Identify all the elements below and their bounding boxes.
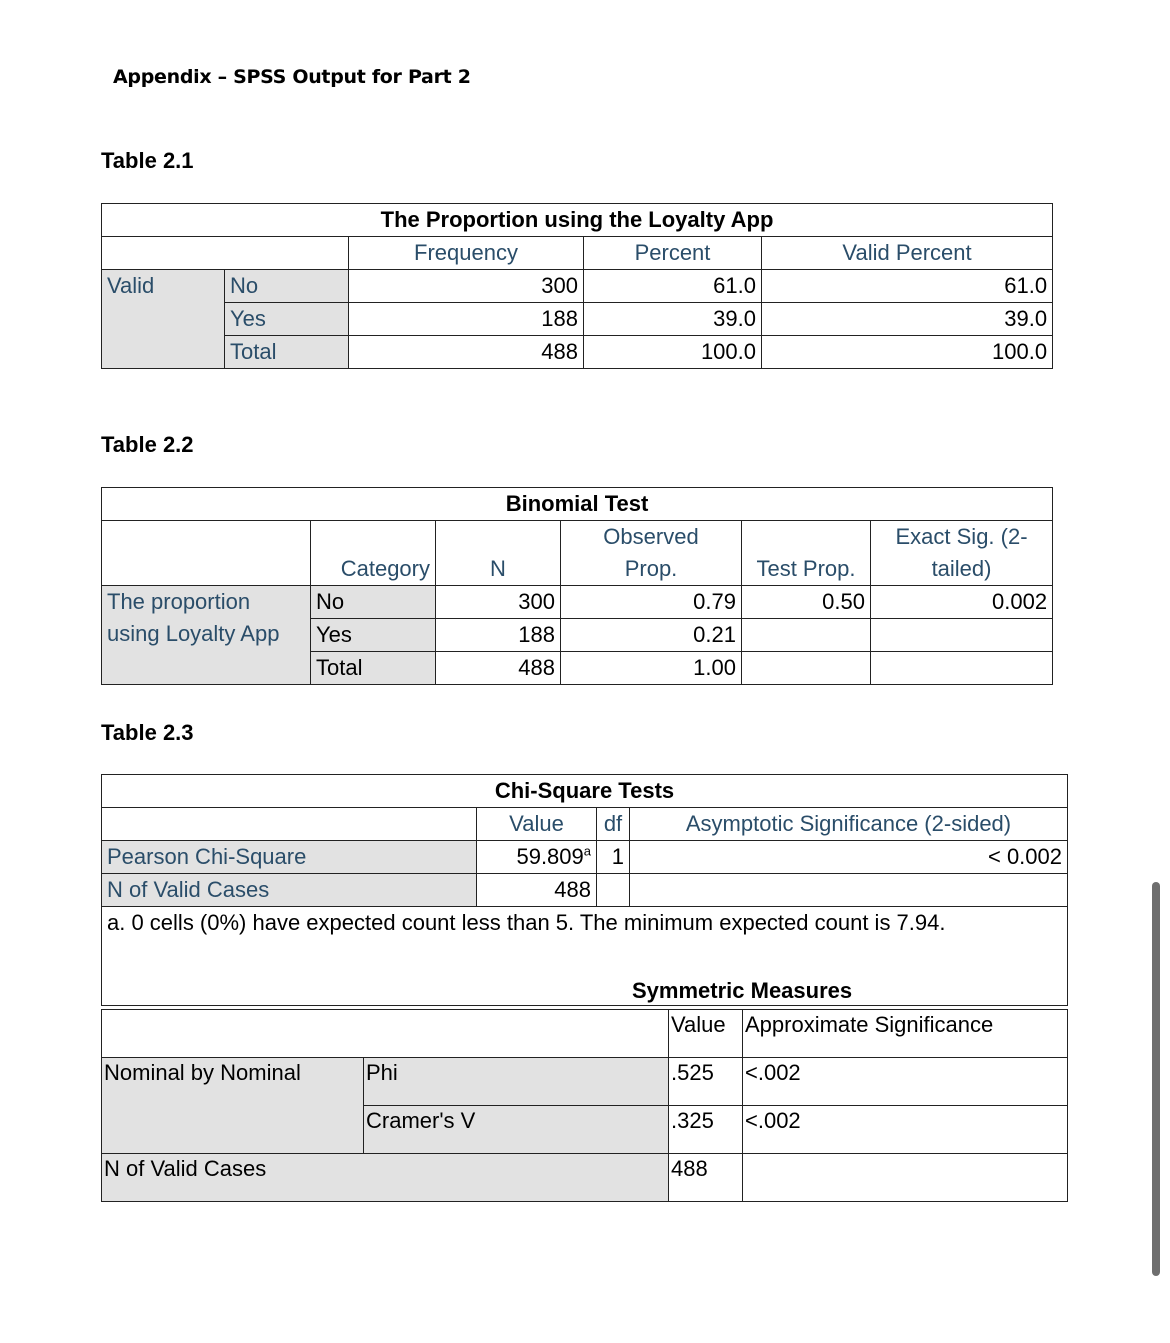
header-blank [102,521,311,586]
table-2-3-label: Table 2.3 [101,720,194,745]
header-blank [102,237,349,270]
footnote-cell [102,907,1068,1006]
cell-approx-sig [743,1154,1068,1202]
cell-value: .325 [669,1106,743,1154]
symmetric-measures-table [101,1009,1068,1202]
cell-valid-percent: 100.0 [762,336,1053,369]
cell-approx-sig: <.002 [743,1058,1068,1106]
cell-exact-sig: 0.002 [871,586,1053,619]
header-value: Value [477,808,597,841]
header-blank [102,1010,669,1058]
cell-percent: 39.0 [584,303,762,336]
header-exact-sig-line2: tailed) [931,556,992,581]
row-label-no: No [225,270,349,303]
cell-value [477,841,597,874]
row-label-n-valid: N of Valid Cases [102,874,477,907]
row-label-yes: Yes [225,303,349,336]
cell-valid-percent: 61.0 [762,270,1053,303]
row-label-total: Total [225,336,349,369]
cell-test-prop [742,652,871,685]
row-label-yes: Yes [311,619,436,652]
header-df: df [597,808,630,841]
footnote-marker: a [583,843,591,859]
cell-value: .525 [669,1058,743,1106]
cell-observed-prop: 1.00 [561,652,742,685]
cell-df [597,874,630,907]
cell-frequency: 188 [349,303,584,336]
loyalty-frequency-table [101,203,1053,369]
header-percent: Percent [584,237,762,270]
row-label-no: No [311,586,436,619]
appendix-title: Appendix – SPSS Output for Part 2 [113,66,471,88]
cell-frequency: 488 [349,336,584,369]
header-exact-sig-line1: Exact Sig. (2- [895,524,1028,549]
cell-test-prop [742,619,871,652]
cell-test-prop: 0.50 [742,586,871,619]
symmetric-measures-caption: Symmetric Measures [632,978,853,1003]
header-frequency: Frequency [349,237,584,270]
chi-square-table [101,774,1068,1006]
cell-percent: 100.0 [584,336,762,369]
binomial-test-table [101,487,1053,685]
cell-n: 188 [436,619,561,652]
header-valid-percent: Valid Percent [762,237,1053,270]
cell-value: 488 [477,874,597,907]
table-2-2-label: Table 2.2 [101,432,194,457]
cell-frequency: 300 [349,270,584,303]
row-label-phi: Phi [364,1058,669,1106]
cell-exact-sig [871,619,1053,652]
header-test-prop: Test Prop. [742,521,871,586]
row-label-pearson: Pearson Chi-Square [102,841,477,874]
cell-asymptotic-sig: < 0.002 [630,841,1068,874]
header-blank [102,808,477,841]
footnote: a. 0 cells (0%) have expected count less than 5. The minimum expected count is 7.94. [107,910,946,935]
row-group-line1: The proportion [107,589,251,614]
cell-asymptotic-sig [630,874,1068,907]
cell-n: 300 [436,586,561,619]
header-observed-line2: Prop. [624,556,678,581]
value-number: 59.809 [516,844,584,869]
header-n: N [436,521,561,586]
cell-approx-sig: <.002 [743,1106,1068,1154]
row-group-valid: Valid [102,270,225,369]
table-caption: Chi-Square Tests [102,775,1068,808]
table-caption: Binomial Test [102,488,1053,521]
table-caption: The Proportion using the Loyalty App [102,204,1053,237]
cell-observed-prop: 0.21 [561,619,742,652]
row-group-line2: using Loyalty App [107,621,280,646]
vertical-scrollbar[interactable] [1152,882,1160,1276]
cell-df: 1 [597,841,630,874]
cell-percent: 61.0 [584,270,762,303]
row-group-proportion [102,586,311,685]
header-exact-sig [871,521,1053,586]
header-observed-line1: Observed [603,524,699,549]
header-value: Value [669,1010,743,1058]
cell-exact-sig [871,652,1053,685]
header-observed-prop [561,521,742,586]
row-label-total: Total [311,652,436,685]
header-asymptotic-sig: Asymptotic Significance (2-sided) [630,808,1068,841]
cell-value: 488 [669,1154,743,1202]
cell-observed-prop: 0.79 [561,586,742,619]
header-approx-sig: Approximate Significance [743,1010,1068,1058]
table-2-1-label: Table 2.1 [101,148,194,173]
header-category: Category [311,521,436,586]
cell-valid-percent: 39.0 [762,303,1053,336]
cell-n: 488 [436,652,561,685]
row-label-cramers-v: Cramer's V [364,1106,669,1154]
row-label-n-valid: N of Valid Cases [102,1154,669,1202]
row-group-nominal: Nominal by Nominal [102,1058,364,1154]
